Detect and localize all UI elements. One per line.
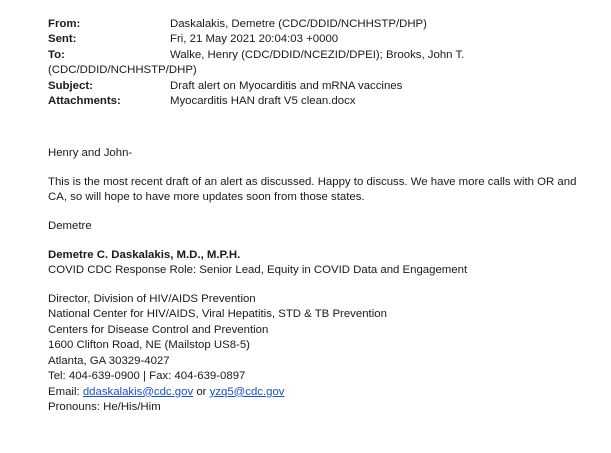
email-label: Email: (48, 385, 83, 398)
from-label: From: (48, 18, 81, 30)
signature-line: Tel: 404-639-0900 | Fax: 404-639-0897 (48, 370, 246, 383)
to-value-continuation: (CDC/DDID/NCHHSTP/DHP) (48, 64, 197, 77)
email-message (48, 17, 593, 416)
email-link-secondary[interactable]: yzq5@cdc.gov (209, 385, 285, 398)
sent-value: Fri, 21 May 2021 20:04:03 +0000 (170, 33, 339, 46)
pronouns: Pronouns: He/His/Him (48, 401, 161, 414)
from-value: Daskalakis, Demetre (CDC/DDID/NCHHSTP/DHP) (170, 18, 427, 30)
signature-line: Director, Division of HIV/AIDS Prevention (48, 292, 256, 305)
message-body (48, 175, 593, 206)
signature-role: COVID CDC Response Role: Senior Lead, Equity in COVID Data and Engagement (48, 264, 468, 277)
message-body-line: CA, so will hope to have more updates soon from those states. (48, 191, 365, 204)
to-row (48, 48, 593, 63)
signature-line: Centers for Disease Control and Prevention (48, 323, 269, 336)
email-or-text: or (193, 385, 210, 398)
sent-row (48, 32, 593, 47)
email-headers (48, 17, 593, 109)
signoff: Demetre (48, 219, 92, 232)
to-label: To: (48, 48, 65, 61)
subject-row (48, 79, 593, 94)
subject-label: Subject: (48, 79, 93, 92)
signature-line: Atlanta, GA 30329-4027 (48, 354, 170, 367)
from-row (48, 17, 593, 32)
signature-block (48, 292, 593, 416)
signature-line: National Center for HIV/AIDS, Viral Hepatitis, STD & TB Prevention (48, 308, 387, 321)
attachments-label: Attachments: (48, 94, 121, 107)
signature-name: Demetre C. Daskalakis, M.D., M.P.H. (48, 248, 241, 261)
message-body-line: This is the most recent draft of an alert as discussed. Happy to discuss. We have more calls with OR and (48, 175, 577, 188)
email-link-primary[interactable]: ddaskalakis@cdc.gov (82, 385, 194, 398)
to-value: Walke, Henry (CDC/DDID/NCEZID/DPEI); Brooks, John T. (170, 48, 465, 61)
email-line (48, 385, 593, 401)
attachment-filename[interactable]: Myocarditis HAN draft V5 clean.docx (170, 94, 356, 107)
sent-label: Sent: (48, 33, 77, 46)
attachments-row (48, 94, 593, 109)
signature-line: 1600 Clifton Road, NE (Mailstop US8-5) (48, 339, 250, 352)
subject-value: Draft alert on Myocarditis and mRNA vaccines (170, 79, 403, 92)
greeting: Henry and John- (48, 147, 133, 160)
